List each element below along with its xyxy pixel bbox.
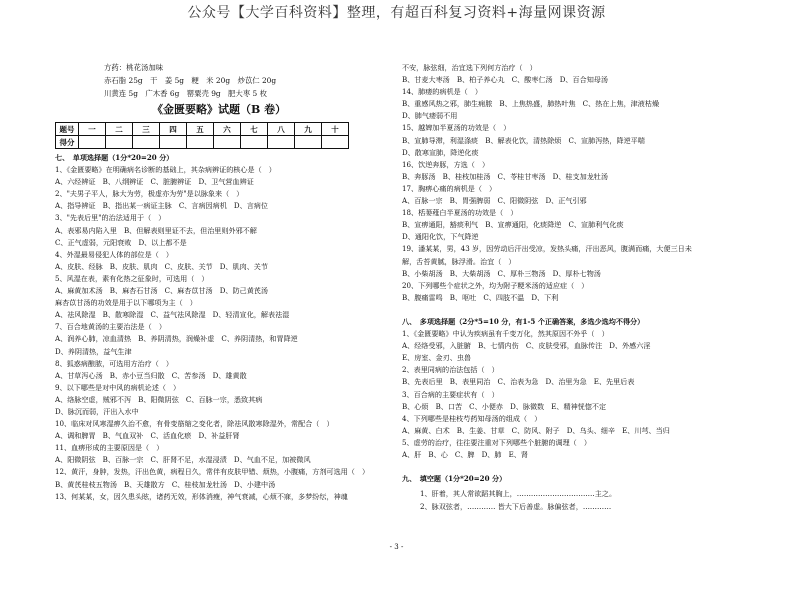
exam-title: 《金匮要略》试题（B 卷） xyxy=(152,103,287,116)
recipe-line: 川黄连 5g 广木香 6g 罂粟壳 9g 肥大枣 5 枚 xyxy=(104,88,267,98)
score-cell: 二 xyxy=(106,123,133,136)
score-cell: 八 xyxy=(268,123,295,136)
text-line: B、先表后里 B、表里同治 C、治表为急 D、治里为急 E、先里后表 xyxy=(402,377,635,387)
text-line: D、散寒宣肺，降逆化痰 xyxy=(402,147,479,157)
text-line: 17、胸痹心痛的病机是（ ） xyxy=(402,183,497,193)
text-line: B、宣肺导滞，利湿涤痰 B、解表化饮，清热除烦 C、宣肺泻热，降逆平喘 xyxy=(402,135,645,145)
score-cell: 五 xyxy=(187,123,214,136)
text-line: 16、饮逆奔豚，方选（ ） xyxy=(402,159,490,169)
recipe-line: 方药：桃花汤加味 xyxy=(104,63,164,72)
text-line: A、表邪易内陷入里 B、但解表则里证不去，但治里则外邪不解 xyxy=(55,225,257,235)
text-line: D、养阴清热，益气生津 xyxy=(55,346,132,356)
text-line: A、指导辨证 B、指出某一病证主脉 C、言病因病机 D、言病位 xyxy=(55,201,268,211)
recipe-block xyxy=(104,62,276,100)
text-line: 2、表里同病的治法包括（ ） xyxy=(402,365,499,375)
text-line: A、阳微阴弦 B、百脉一宗 C、肝肾不足，水湿浸渍 D、气血不足，加被微风 xyxy=(55,455,311,465)
recipe-line: 赤石脂 25g 干 姜 5g 粳 米 20g 炒苡仁 20g xyxy=(104,75,277,85)
text-line: A、麻黄加术汤 B、麻杏石甘汤 C、麻杏苡甘汤 D、防己黄芪汤 xyxy=(55,286,268,296)
score-value-row xyxy=(56,136,349,149)
score-cell xyxy=(160,136,187,149)
text-line: A、润养心肺，凉血清热 B、养阴清热，润燥补虚 C、养阴清热，和胃降逆 xyxy=(55,334,298,344)
text-line: B、心烦 B、口苦 C、小便赤 D、脉微数 E、精神恍惚不定 xyxy=(402,401,607,411)
text-line: B、重感风热之邪，肺生痈脓 B、上焦热盛，肺热叶焦 C、热在上焦，津液枯燥 xyxy=(402,99,660,109)
score-cell: 六 xyxy=(214,123,241,136)
text-line: 14、肺痿的病机是（ ） xyxy=(402,87,482,97)
fill-line: 1、肝着，其人常欲蹈其胸上，……………………………主之。 xyxy=(420,489,617,498)
score-table xyxy=(55,122,349,149)
text-line: A、六经辨证 B、八纲辨证 C、脏腑辨证 D、卫气营血辨证 xyxy=(55,177,254,187)
score-cell: 九 xyxy=(295,123,322,136)
score-cell xyxy=(79,136,106,149)
text-line: 5、风湿在表，素有化热之征象时，可选用（ ） xyxy=(55,273,209,283)
text-line: 不安，脉弦细，治宜选下列何方治疗（ ） xyxy=(402,63,537,72)
text-line: 七、 单项选择题（1分*20=20 分） xyxy=(55,153,174,162)
text-line: A、甘草泻心汤 B、赤小豆当归散 C、苦参汤 D、雄黄散 xyxy=(55,370,247,380)
left-column xyxy=(55,152,395,503)
text-line: A、祛风除湿 B、散寒除湿 C、益气祛风除湿 D、轻清宣化，解表祛湿 xyxy=(55,310,290,320)
score-cell xyxy=(241,136,268,149)
text-line: C、正气虚弱，元阳衰败 D、以上都不是 xyxy=(55,237,187,247)
text-line: B、腹痛雷鸣 B、呕吐 C、四肢不温 D、下利 xyxy=(402,292,559,302)
text-line: D、通阳化饮，下气降逆 xyxy=(402,232,479,242)
text-line: 11、血痹形成的主要原因是（ ） xyxy=(55,443,164,453)
fill-blank-block xyxy=(402,487,616,513)
text-line: A、经络受邪，入脏腑 B、七情内伤 C、皮肤受邪，血脉传注 D、外感六淫 xyxy=(402,341,651,351)
right-column xyxy=(402,62,772,485)
text-line: 3、百合病的主要症状有（ ） xyxy=(402,389,499,399)
text-line: 8、狐惑病酿脓，可选用方治疗（ ） xyxy=(55,358,174,368)
text-line: 八、 多项选择题（2分*5=10 分，有1-5 个正确答案，多选少选均不得分） xyxy=(402,316,645,326)
text-line: A、百脉一宗 B、胃强脾弱 C、阳微阴弦 D、正气引邪 xyxy=(402,196,587,206)
score-cell xyxy=(214,136,241,149)
text-line: 解，舌苔黄腻，脉浮滑。治宜（ ） xyxy=(402,256,516,266)
text-line: 10、临床对风寒湿痹久治不愈，有骨变筋缩之变化者，除祛风散寒除湿外，常配合（ ） xyxy=(55,419,334,429)
text-line: D、脉沉而弱，汗出入水中 xyxy=(55,406,139,416)
score-cell: 三 xyxy=(133,123,160,136)
score-cell xyxy=(133,136,160,149)
score-cell: 题号 xyxy=(56,123,79,136)
score-cell xyxy=(268,136,295,149)
text-line: 9、以下哪些是对中风的病机论述（ ） xyxy=(55,382,181,392)
text-line: E、房室、金刃、虫兽 xyxy=(402,353,472,363)
text-line: 13、何某某，女，因久患头眩，诸药无效，形体消瘦，神气衰减，心烦不寐，多梦纷纭，神魂 xyxy=(55,491,348,501)
page-number: - 3 - xyxy=(389,543,404,551)
text-line: 4、下列哪些是桂枝芍药知母汤的组成（ ） xyxy=(402,413,542,423)
score-header-row xyxy=(56,123,349,136)
text-line: 18、栝蒌薤白半夏汤的功效是（ ） xyxy=(402,208,518,218)
text-line: A、皮肤、经脉 B、皮肤、肌肉 C、皮肤、关节 D、肌肉、关节 xyxy=(55,261,268,271)
text-line: 1、《金匮要略》中认为疾病虽有千变万化，然其原因不外乎（ ） xyxy=(402,329,609,339)
text-line: 19、潘某某，男，43 岁，因劳动后汗出受凉，发热头痛，汗出恶风，腹满而痛，大便三日未 xyxy=(402,244,692,254)
text-line: A、调和脾胃 B、气血双补 C、活血化瘀 D、补益肝肾 xyxy=(55,431,240,441)
text-line: B、甘麦大枣汤 B、柏子养心丸 C、酸枣仁汤 D、百合知母汤 xyxy=(402,75,608,85)
score-cell: 十 xyxy=(322,123,349,136)
watermark-header: 公众号【大学百科资料】整理，有超百科复习资料+海量网课资源 xyxy=(187,5,606,21)
score-cell xyxy=(322,136,349,149)
text-line: 15、越婢加半夏汤的功效是（ ） xyxy=(402,123,511,133)
text-line: B、小柴胡汤 B、大柴胡汤 C、厚朴三物汤 D、厚朴七物汤 xyxy=(402,268,601,278)
text-line: 4、外湿最易侵犯人体的部位是（ ） xyxy=(55,249,174,259)
text-line: 麻杏苡甘汤的功效是用于以下哪项为主（ ） xyxy=(55,298,197,308)
text-line: B、黄芪桂枝五物汤 B、天雄散方 C、桂枝加龙牡汤 D、小建中汤 xyxy=(55,479,276,489)
score-cell xyxy=(295,136,322,149)
text-line: 7、百合地黄汤的主要治法是（ ） xyxy=(55,322,166,332)
score-cell xyxy=(187,136,214,149)
text-line: B、宣痹通阳，豁痰利气 B、宣痹通阳，化痰降逆 C、宣肺利气化痰 xyxy=(402,220,624,230)
score-cell: 七 xyxy=(241,123,268,136)
text-line: 2、"夫男子平人，脉大为劳，极虚亦为劳"是以脉象来（ ） xyxy=(55,189,244,199)
text-line: D、肺气痿弱不用 xyxy=(402,111,458,121)
score-cell xyxy=(106,136,133,149)
text-line: A、麻黄、白术 B、生姜、甘草 C、防风、附子 D、乌头、细辛 E、川芎、当归 xyxy=(402,425,670,435)
text-line: 20、下列哪些个症状之外，均为附子粳米汤的适应症（ ） xyxy=(402,280,589,290)
text-line: 1、《金匮要略》在明确病名诊断的基础上，其杂病辨证的核心是（ ） xyxy=(55,165,276,175)
text-line xyxy=(402,304,772,316)
score-cell: 四 xyxy=(160,123,187,136)
text-line: 12、黄汗，身肿，发热，汗出色黄，病程日久，常伴有皮肤甲错、烦热，小腹痛，方剂可选用（ ） xyxy=(55,467,370,477)
text-line: 3、"先表后里"的治法适用于（ ） xyxy=(55,213,166,223)
score-cell: 得分 xyxy=(56,136,79,149)
score-cell: 一 xyxy=(79,123,106,136)
text-line: 九、 填空题（1分*20=20 分） xyxy=(402,474,507,484)
fill-line: 2、脉双弦者，………… 皆大下后善虚。脉偏弦者，………… xyxy=(420,502,612,511)
text-line: B、奔豚汤 B、桂枝加桂汤 C、苓桂甘枣汤 D、桂支加龙牡汤 xyxy=(402,171,608,181)
text-line: 5、虚劳的治疗，往往要注重对下列哪些个脏腑的调理（ ） xyxy=(402,437,591,447)
text-line: A、肝 B、心 C、脾 D、肺 E、肾 xyxy=(402,450,528,459)
text-line: A、络脉空虚，贼邪不泻 B、阳微阴弦 C、百脉一宗，悉致其病 xyxy=(55,394,263,404)
text-line xyxy=(402,461,772,473)
